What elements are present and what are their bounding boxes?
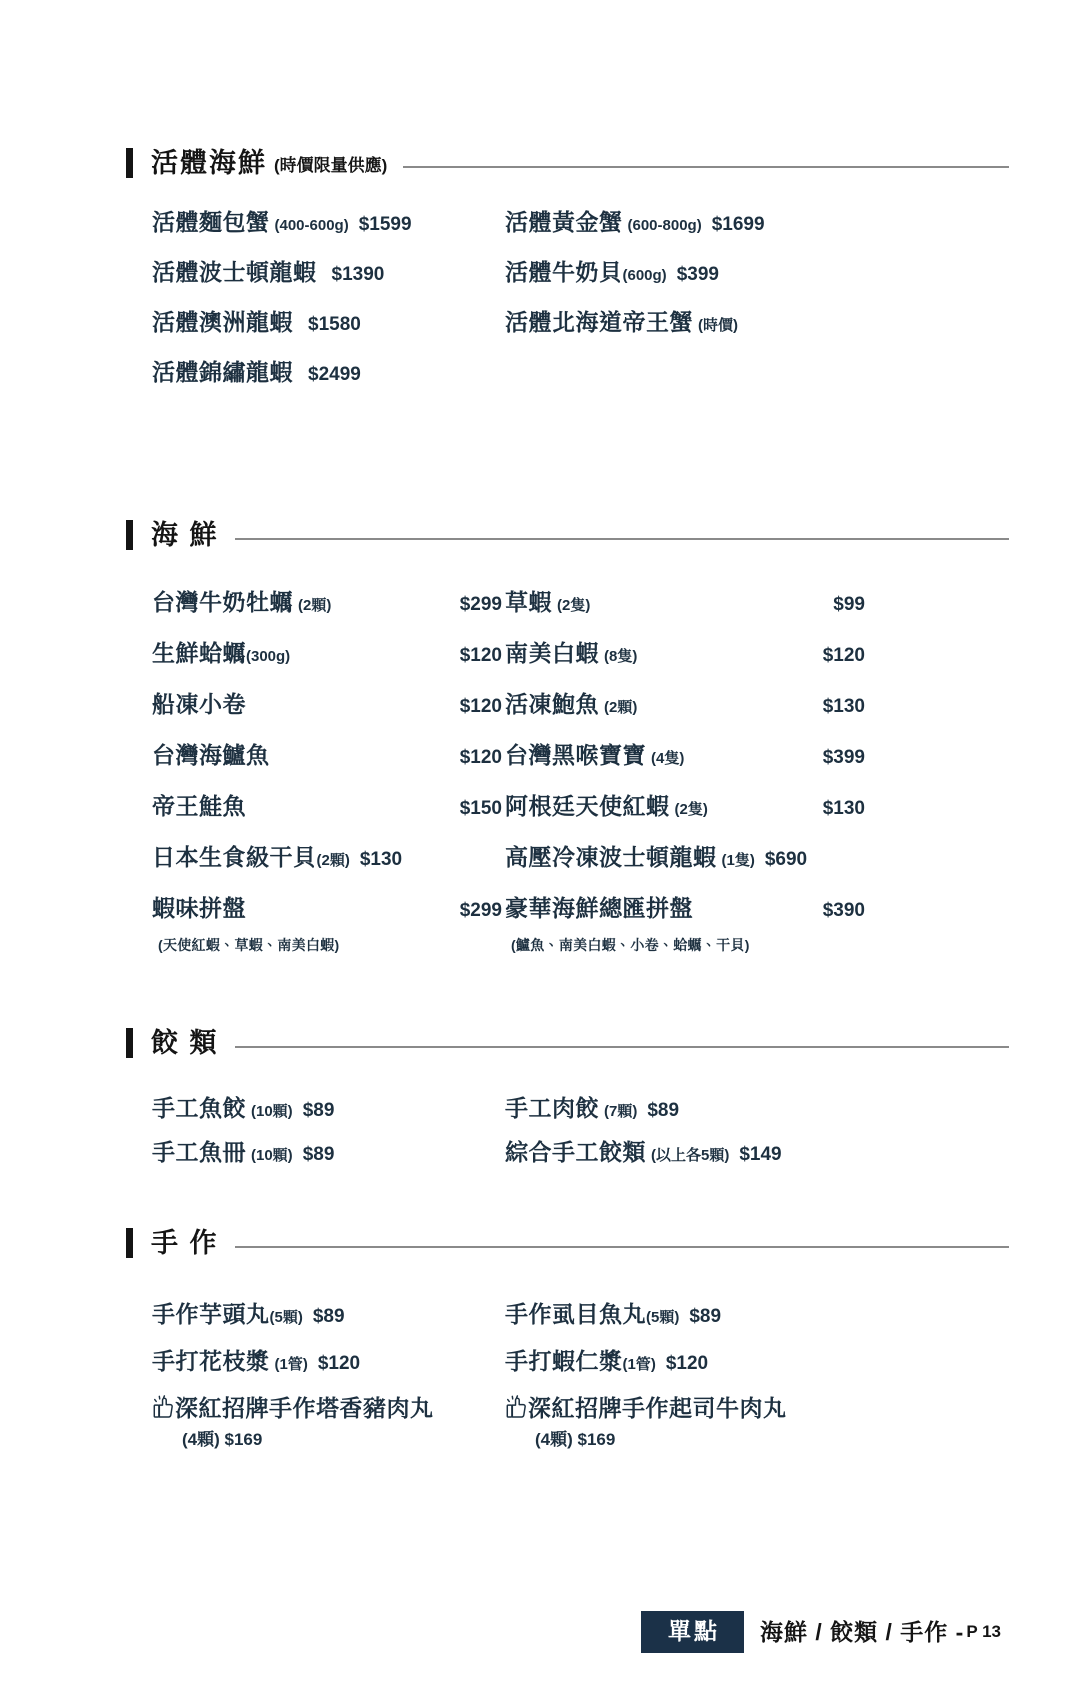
menu-item[interactable]: [505, 737, 865, 770]
menu-item[interactable]: [505, 1090, 865, 1123]
menu-item[interactable]: [505, 635, 865, 668]
item-name: 手打蝦仁漿: [505, 1348, 623, 1374]
item-name: 生鮮蛤蠣: [152, 640, 246, 666]
item-qty: (300g): [246, 648, 291, 665]
section-title: 餃 類: [151, 1027, 219, 1058]
section-bar-icon: [126, 1028, 133, 1058]
menu-item[interactable]: [505, 839, 865, 872]
item-name: 綜合手工餃類: [505, 1139, 646, 1165]
menu-item[interactable]: [152, 635, 502, 668]
item-price: $1580: [308, 314, 361, 335]
section-title: 活體海鮮: [151, 147, 267, 178]
item-name: 高壓冷凍波士頓龍蝦: [505, 844, 717, 870]
section-bar-icon: [126, 520, 133, 550]
item-price: $89: [689, 1306, 722, 1327]
item-name: 豪華海鮮總匯拼盤: [505, 895, 693, 921]
item-price: $399: [822, 747, 865, 768]
menu-item[interactable]: [152, 788, 502, 821]
menu-item[interactable]: [152, 1343, 502, 1376]
thumbs-up-icon: [152, 1393, 174, 1419]
item-price: $130: [822, 696, 865, 717]
footer-breadcrumb: 海鮮 / 餃類 / 手作 -: [759, 1618, 965, 1645]
column-right: [505, 584, 865, 967]
item-qty: (時價): [698, 317, 738, 334]
item-qty: (4隻): [651, 750, 685, 767]
page-number: P 13: [966, 1622, 1001, 1641]
item-price: $690: [764, 849, 808, 870]
menu-item[interactable]: [505, 254, 865, 287]
section-rule: [235, 1246, 1009, 1248]
item-name: 南美白蝦: [505, 640, 599, 666]
item-price: $1599: [358, 214, 412, 235]
section-handmade: [0, 1227, 1069, 1449]
item-price: $399: [676, 264, 719, 285]
item-price: $1390: [331, 264, 385, 285]
item-name: 手作芋頭丸: [152, 1301, 270, 1327]
item-price: $1699: [711, 214, 765, 235]
item-price: $120: [459, 645, 502, 666]
item-qty: (400-600g): [274, 217, 349, 234]
item-price: (4顆) $169: [535, 1430, 616, 1449]
item-price: $120: [822, 645, 865, 666]
item-qty: (2隻): [557, 597, 591, 614]
section-header-seafood: [0, 520, 1069, 550]
item-name: 台灣黑喉寶寶: [505, 742, 646, 768]
item-price: $390: [822, 900, 865, 921]
item-price: $89: [302, 1100, 335, 1121]
column-left: [152, 1090, 502, 1178]
item-price: $130: [822, 798, 865, 819]
item-qty: (7顆): [604, 1103, 638, 1120]
item-qty: (600-800g): [627, 217, 702, 234]
section-header-handmade: [0, 1228, 1069, 1258]
item-description: (天使紅蝦、草蝦、南美白蝦): [158, 937, 340, 953]
menu-item[interactable]: [152, 304, 502, 337]
menu-item[interactable]: [505, 584, 865, 617]
section-bar-icon: [126, 148, 133, 178]
item-name: 台灣海鱸魚: [152, 742, 270, 768]
item-name: 阿根廷天使紅蝦: [505, 793, 670, 819]
menu-item[interactable]: [152, 584, 502, 617]
item-qty: (1隻): [721, 852, 755, 869]
menu-item[interactable]: [505, 1296, 865, 1329]
item-name: 手工魚餃: [152, 1095, 246, 1121]
item-name: 活體黃金蟹: [505, 209, 623, 235]
section-dumplings: [0, 1027, 1069, 1165]
section-rule: [235, 538, 1009, 540]
section-note: (時價限量供應): [274, 155, 388, 175]
item-name: 深紅招牌手作塔香豬肉丸: [175, 1395, 434, 1421]
section-title: 海 鮮: [151, 519, 219, 550]
item-price: $149: [739, 1144, 782, 1165]
item-qty: (5顆): [269, 1309, 303, 1326]
column-left: [152, 204, 502, 404]
menu-item[interactable]: [505, 890, 865, 923]
item-price: $130: [359, 849, 403, 870]
item-price: $89: [312, 1306, 345, 1327]
item-name: 台灣牛奶牡蠣: [152, 589, 293, 615]
menu-item[interactable]: [152, 1134, 502, 1167]
column-left: [152, 584, 502, 967]
section-header-live-seafood: [0, 148, 1069, 178]
column-right: [505, 1296, 865, 1450]
item-price: $120: [459, 696, 502, 717]
item-name: 草蝦: [505, 589, 552, 615]
item-price: $99: [833, 594, 865, 615]
signature-menu-item[interactable]: [505, 1390, 865, 1423]
menu-item[interactable]: [152, 686, 502, 719]
section-title: 手 作: [151, 1227, 219, 1258]
item-qty: (1管): [622, 1356, 656, 1373]
menu-item[interactable]: [505, 788, 865, 821]
item-qty: (8隻): [604, 648, 638, 665]
section-rule: [403, 166, 1009, 168]
menu-item[interactable]: [152, 737, 502, 770]
item-description: (鱸魚、南美白蝦、小卷、蛤蠣、干貝): [511, 937, 750, 953]
column-left: [152, 1296, 502, 1450]
item-name: 帝王鮭魚: [152, 793, 246, 819]
section-bar-icon: [126, 1228, 133, 1258]
item-price: $299: [459, 900, 502, 921]
item-name: 深紅招牌手作起司牛肉丸: [528, 1395, 787, 1421]
menu-item[interactable]: [505, 204, 865, 237]
menu-item[interactable]: [152, 1296, 502, 1329]
item-price: $89: [647, 1100, 680, 1121]
item-qty: (2顆): [316, 852, 350, 869]
page-footer: [0, 1611, 1069, 1653]
menu-item[interactable]: [505, 1134, 865, 1167]
menu-item[interactable]: [152, 354, 502, 387]
item-name: 活體麵包蟹: [152, 209, 270, 235]
section-header-dumplings: [0, 1028, 1069, 1058]
item-price: $89: [302, 1144, 335, 1165]
section-live-seafood: [0, 147, 1069, 385]
item-name: 活體澳洲龍蝦: [152, 309, 293, 335]
menu-item[interactable]: [152, 839, 502, 872]
item-qty: (2顆): [298, 597, 332, 614]
item-qty: (600g): [622, 267, 667, 284]
item-qty: (2隻): [674, 801, 708, 818]
item-name: 活體牛奶貝: [505, 259, 623, 285]
item-price: $299: [459, 594, 502, 615]
item-qty: (10顆): [251, 1103, 293, 1120]
menu-item[interactable]: [152, 254, 502, 287]
item-name: 蝦味拼盤: [152, 895, 246, 921]
signature-menu-item[interactable]: [152, 1390, 502, 1423]
item-name: 活體北海道帝王蟹: [505, 309, 693, 335]
item-qty: (5顆): [646, 1309, 680, 1326]
menu-item[interactable]: [152, 890, 502, 923]
item-name: 活體波士頓龍蝦: [152, 259, 317, 285]
menu-item[interactable]: [152, 1090, 502, 1123]
item-name: 手打花枝漿: [152, 1348, 270, 1374]
item-price: $150: [459, 798, 502, 819]
item-name: 手作虱目魚丸: [505, 1301, 646, 1327]
item-qty: (2顆): [604, 699, 638, 716]
menu-item[interactable]: [152, 204, 502, 237]
item-name: 船凍小卷: [152, 691, 246, 717]
item-price: $120: [459, 747, 502, 768]
column-right: [505, 204, 865, 354]
item-price: $120: [665, 1353, 709, 1374]
menu-item[interactable]: [505, 1343, 865, 1376]
item-qty: (10顆): [251, 1147, 293, 1164]
column-right: [505, 1090, 865, 1178]
item-qty: (以上各5顆): [651, 1147, 730, 1164]
menu-item[interactable]: [505, 304, 865, 337]
item-name: 手工魚冊: [152, 1139, 246, 1165]
section-seafood: [0, 519, 1069, 953]
thumbs-up-icon: [505, 1393, 527, 1419]
menu-item[interactable]: [505, 686, 865, 719]
section-rule: [235, 1046, 1009, 1048]
item-price: (4顆) $169: [182, 1430, 263, 1449]
item-price: $120: [317, 1353, 361, 1374]
item-name: 手工肉餃: [505, 1095, 599, 1121]
item-qty: (1管): [274, 1356, 308, 1373]
item-price: $2499: [308, 364, 361, 385]
item-name: 日本生食級干貝: [152, 844, 317, 870]
item-name: 活體錦繡龍蝦: [152, 359, 293, 385]
item-name: 活凍鮑魚: [505, 691, 599, 717]
footer-badge: 單點: [641, 1611, 744, 1653]
